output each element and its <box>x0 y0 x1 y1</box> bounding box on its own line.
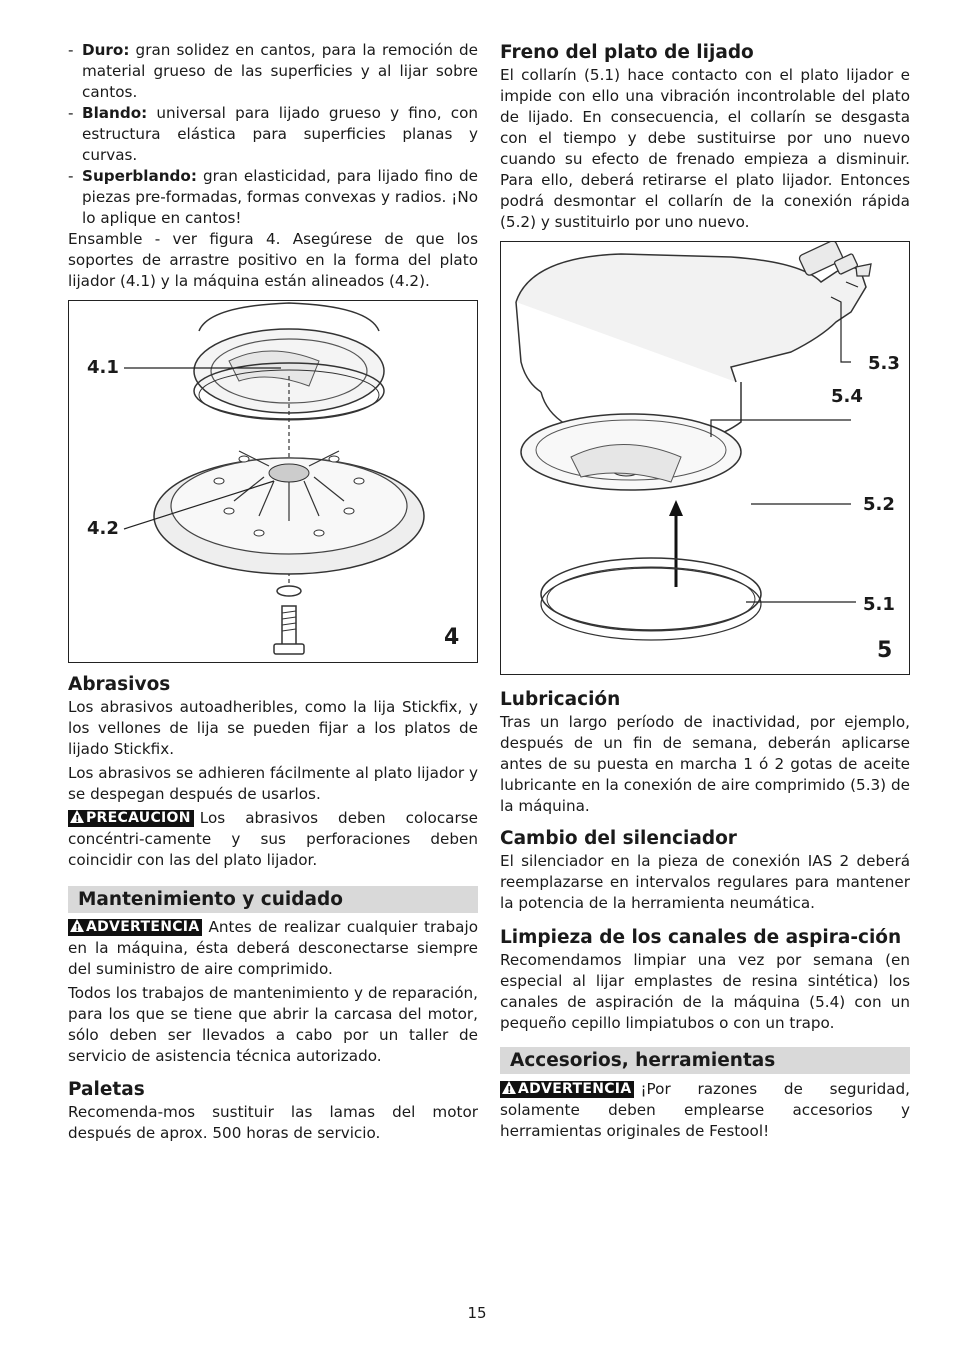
mantenimiento-warning: !ADVERTENCIA Antes de realizar cualquier trabajo en la máquina, ésta deberá desconectarse siempre del suministro de aire comprimido. <box>68 917 478 980</box>
freno-p1: El collarín (5.1) hace contacto con el plato lijador e impide con ello una vibración incontrolable del plato de lijado. En consecuencia, el collarín se desgasta con el tiempo y debe sustituirse por uno nuevo cuando su efecto de frenado empieza a disminuir. Para ello, deberá retirarse el plato lijador. Entonces podrá desmontar el collarín de la conexión rápida (5.2) y sustituirlo por uno nuevo. <box>500 66 910 231</box>
warning-triangle-icon <box>70 810 84 823</box>
assembly-text: Ensamble - ver figura 4. Asegúrese de que los soportes de arrastre positivo en la forma del plato lijador (4.1) y la máquina están alineados (4.2). <box>68 230 478 290</box>
mantenimiento-section-header: Mantenimiento y cuidado <box>68 886 478 913</box>
callout-5-4: 5.4 <box>831 386 863 407</box>
abrasivos-p1: Los abrasivos autoadheribles, como la lija Stickfix, y los vellones de lija se pueden fijar a los platos de lijado Stickfix. <box>68 698 478 758</box>
warning-badge: !ADVERTENCIA <box>500 1081 634 1098</box>
callout-5-1: 5.1 <box>863 594 895 615</box>
list-item-superblando: - Superblando: gran elasticidad, para lijado fino de piezas pre-formadas, formas convexas y radios. ¡No lo aplique en cantos! <box>68 166 478 229</box>
mantenimiento-p1: Todos los trabajos de mantenimiento y de reparación, para los que se tiene que abrir la carcasa del motor, sólo deben ser llevados a cabo por un taller de servicio de asistencia técnica autorizado. <box>68 984 478 1065</box>
lubricacion-title: Lubricación <box>500 689 621 710</box>
callout-5-2: 5.2 <box>863 494 895 515</box>
limpieza-p1: Recomendamos limpiar una vez por semana (en especial al lijar emplastes de resina sintética) los canales de aspiración de la máquina (5.4) con un pequeño cepillo limpiatubos o con un trapo. <box>500 951 910 1032</box>
accesorios-warning: !ADVERTENCIA ¡Por razones de seguridad, solamente deben emplearse accesorios y herramientas originales de Festool! <box>500 1079 910 1142</box>
page-number: 15 <box>467 1304 487 1322</box>
warning-triangle-icon <box>70 919 84 932</box>
figure-5-illustration <box>501 242 909 674</box>
paletas-title: Paletas <box>68 1079 145 1100</box>
callout-4-2: 4.2 <box>87 518 119 539</box>
silenciador-title: Cambio del silenciador <box>500 828 737 849</box>
freno-title: Freno del plato de lijado <box>500 42 754 63</box>
caution-badge: !PRECAUCION <box>68 810 194 827</box>
figure-4 <box>68 300 478 663</box>
figure-number-4: 4 <box>444 625 460 650</box>
warning-triangle-icon <box>502 1081 516 1094</box>
right-column <box>500 40 910 1142</box>
list-item-duro: - Duro: gran solidez en cantos, para la remoción de material grueso de las superficies y al lijar sobre cantos. <box>68 40 478 103</box>
limpieza-title: Limpieza de los canales de aspira-ción <box>500 927 902 948</box>
accesorios-section-header: Accesorios, herramientas <box>500 1047 910 1074</box>
silenciador-p1: El silenciador en la pieza de conexión IAS 2 deberá reemplazarse en intervalos regulares para mantener la potencia de la herramienta neumática. <box>500 852 910 912</box>
callout-4-1: 4.1 <box>87 357 119 378</box>
paletas-p1: Recomenda-mos sustituir las lamas del motor después de aprox. 500 horas de servicio. <box>68 1103 478 1142</box>
figure-4-illustration <box>69 301 477 662</box>
figure-number-5: 5 <box>877 638 893 663</box>
abrasivos-title: Abrasivos <box>68 674 171 695</box>
caution-paragraph: !PRECAUCION Los abrasivos deben colocarse concéntri-camente y sus perforaciones deben coincidir con las del plato lijador. <box>68 808 478 871</box>
list-item-blando: - Blando: universal para lijado grueso y fino, con estructura elástica para superficies planas y curvas. <box>68 103 478 166</box>
left-column <box>68 40 478 1144</box>
lubricacion-p1: Tras un largo período de inactividad, por ejemplo, después de un fin de semana, deberán aplicarse antes de su puesta en marcha 1 ó 2 gotas de aceite lubricante en la conexión de aire comprimido (5.3) de la máquina. <box>500 713 910 815</box>
figure-5 <box>500 241 910 675</box>
warning-badge: !ADVERTENCIA <box>68 919 202 936</box>
callout-5-3: 5.3 <box>868 353 900 374</box>
abrasivos-p2: Los abrasivos se adhieren fácilmente al plato lijador y se despegan después de usarlos. <box>68 764 478 803</box>
